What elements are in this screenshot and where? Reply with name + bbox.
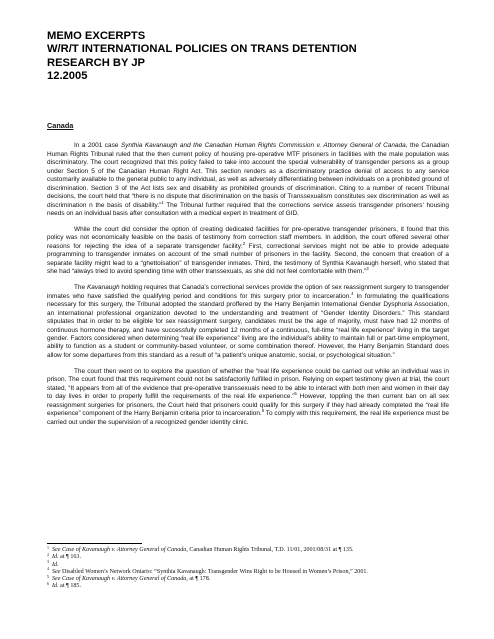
signal: See	[52, 576, 61, 583]
paragraph	[47, 142, 449, 218]
text-run: In formulating the qualifications necessary for this surgery, the Tribunal adopted the standard proffered by the Harry Benjamin International Gender Dysphoria Association, an international professional organization devoted to the understanding and treatment of “Gender Identity Disorders.” This standard stipulates that in order to be eligible for sex reassignment surgery, candidates must be the age of majority, must have had 12 months of continuous hormone therapy, and have successfully completed 12 months of a continuous, full-time “real life experience” living in the target gender. Factors considered when determining “real life experience” living are the individual’s ability to maintain full or part-time employment, ability to function as a student or community-based volunteer, or some combination thereof. However, the Harry Benjamin Standard does allow for some departures from this standard as a result of “a patient’s unique anatomic, social, or psychological situation.”	[47, 292, 449, 359]
case-name: Kavanaugh	[86, 284, 120, 292]
footnote-ref[interactable]: 4	[351, 290, 354, 296]
memo-body	[47, 122, 449, 435]
signal: Id.	[52, 554, 59, 561]
title-line: W/R/T INTERNATIONAL POLICIES ON TRANS DETENTION	[47, 43, 357, 56]
text-run: However, toppling the then current ban on all sex reassignment surgeries for prisoners, the Court held that prisoners could qualify for this surgery if they had already completed the “real life experience” component of the Harry Benjamin criteria prior to incarceration.	[47, 393, 450, 418]
footnote-ref[interactable]: 2	[242, 240, 246, 246]
signal: Id.	[52, 561, 59, 568]
footnote-number: 2	[47, 551, 49, 557]
memo-title	[47, 30, 447, 84]
footnote-divider	[47, 543, 142, 544]
text-run: holding requires that Canada’s correctional services provide the option of sex reassignment surgery to transgender inmates who have satisfied the qualifying period and conditions for this surgery prior to incarceration.	[47, 284, 449, 300]
footnote	[47, 573, 449, 583]
footnote-ref[interactable]: 6	[261, 408, 265, 414]
signal: Id.	[52, 583, 59, 590]
text-run: The court then went on to explore the question of whether the “real life experience could be carried out while an individual was in prison. The court found that this requirement could not be satisfactorily fulfilled in prison. Relying on expert testimony given at trial, the court stated, “It appears from all of the evidence that pre-operative transsexuals need to be able to interact with	[47, 367, 449, 392]
paragraph	[47, 226, 449, 277]
text-run: men and women in their day to day lives in order to properly fulfill the requirements of the real life experience.”	[47, 384, 449, 401]
citation-text: Disabled Women’s Network Ontario: “Synthia Kavanaugh: Transgender Wins Right to be Housed in Women’s Prison,” 2001.	[60, 568, 368, 575]
section-heading: Canada	[47, 121, 74, 130]
case-name: Synthia Kavanaugh and the Canadian Human Rights Commission v. Attorney General of Canada	[120, 142, 406, 150]
citation-text: at ¶ 163.	[58, 554, 82, 561]
signal: See	[52, 568, 61, 575]
text-run: The	[74, 284, 87, 292]
footnote-ref[interactable]: 3	[366, 266, 369, 272]
footnotes	[47, 544, 449, 591]
citation-text: at ¶ 185.	[58, 583, 82, 590]
text-run: While the court did consider the option of creating dedicated facilities for pre-operative transgender prisoners, it found that this policy was not economically feasible on the basis of testimony from correction staff members. In addition, the court offered several other reasons for rejecting the idea of a separate transgender facility:	[47, 226, 449, 250]
footnote-ref[interactable]: 5	[294, 391, 297, 397]
citation-text: , Canadian Human Rights Tribunal, T.D. 11/01, 2001/08/31 at ¶ 135.	[186, 547, 354, 553]
title-line: 12.2005	[47, 70, 88, 83]
title-line: RESEARCH BY JP	[47, 56, 146, 69]
title-line: MEMO EXCERPTS	[47, 30, 146, 42]
citation-case: Case of Kavanaugh v. Attorney General of Canada	[62, 576, 187, 583]
citation-text: , at ¶ 178.	[186, 576, 211, 583]
paragraph	[47, 368, 449, 427]
emphasis: both	[352, 384, 366, 392]
text-run: First, correctional services might not be able to provide adequate programming to transgender inmates on account of the small number of prisoners in the facility. Second, the concern that creation of a separate facility might lead to a “ghettoisation” of transgender inmates. Third, the testimony of Synthia Kavanaugh herself, who stated that she had “always tried to avoid spending time with other transsexuals, as she did not feel comfortable with them.”	[47, 242, 449, 276]
text-run: The Tribunal further required that the corrections service assess transgender prisoners’ housing needs on an individual basis after consultation with a medical expert in treatment of GID.	[47, 201, 449, 218]
paragraph	[47, 284, 449, 360]
footnote-number: 3	[47, 559, 49, 565]
signal: See	[52, 547, 61, 553]
footnote	[47, 580, 449, 590]
footnote-number: 5	[47, 573, 49, 579]
footnote-ref[interactable]: 1	[161, 199, 164, 205]
text-run: In a 2001 case	[74, 142, 121, 150]
text-run: To comply with this requirement, the real life experience must be carried out under the supervision of a recognized gender identity clinic.	[47, 410, 449, 426]
footnote-number: 4	[47, 566, 49, 572]
citation-case: Case of Kavanaugh v. Attorney General of Canada	[62, 547, 187, 553]
footnote-number: 1	[47, 544, 49, 550]
footnote	[47, 544, 449, 554]
text-run: , the Canadian Human Rights Tribunal ruled that the then current policy of housing pre-operative MTF prisoners in facilities with the male population was discriminatory. The court recognized that this policy failed to take into account the special vulnerability of transgender persons as a group under Section 5 of the Canadian Human Right Act. This section renders as a discriminatory practice denial of access to any service customarily available to the general public to any individual, as well as adversely differentiating between individuals on a prohibited ground of discrimination. Section 3 of the Act lists sex and disability as prohibited grounds of discrimination. Citing to a number of recent Tribunal decisions, the court held that “there is no dispute that discrimination on the basis of Transsexualism constitutes sex discrimination as well as discrimination n the basis of disability.”	[47, 142, 449, 209]
footnote-number: 6	[47, 580, 49, 586]
footnote	[47, 551, 449, 561]
